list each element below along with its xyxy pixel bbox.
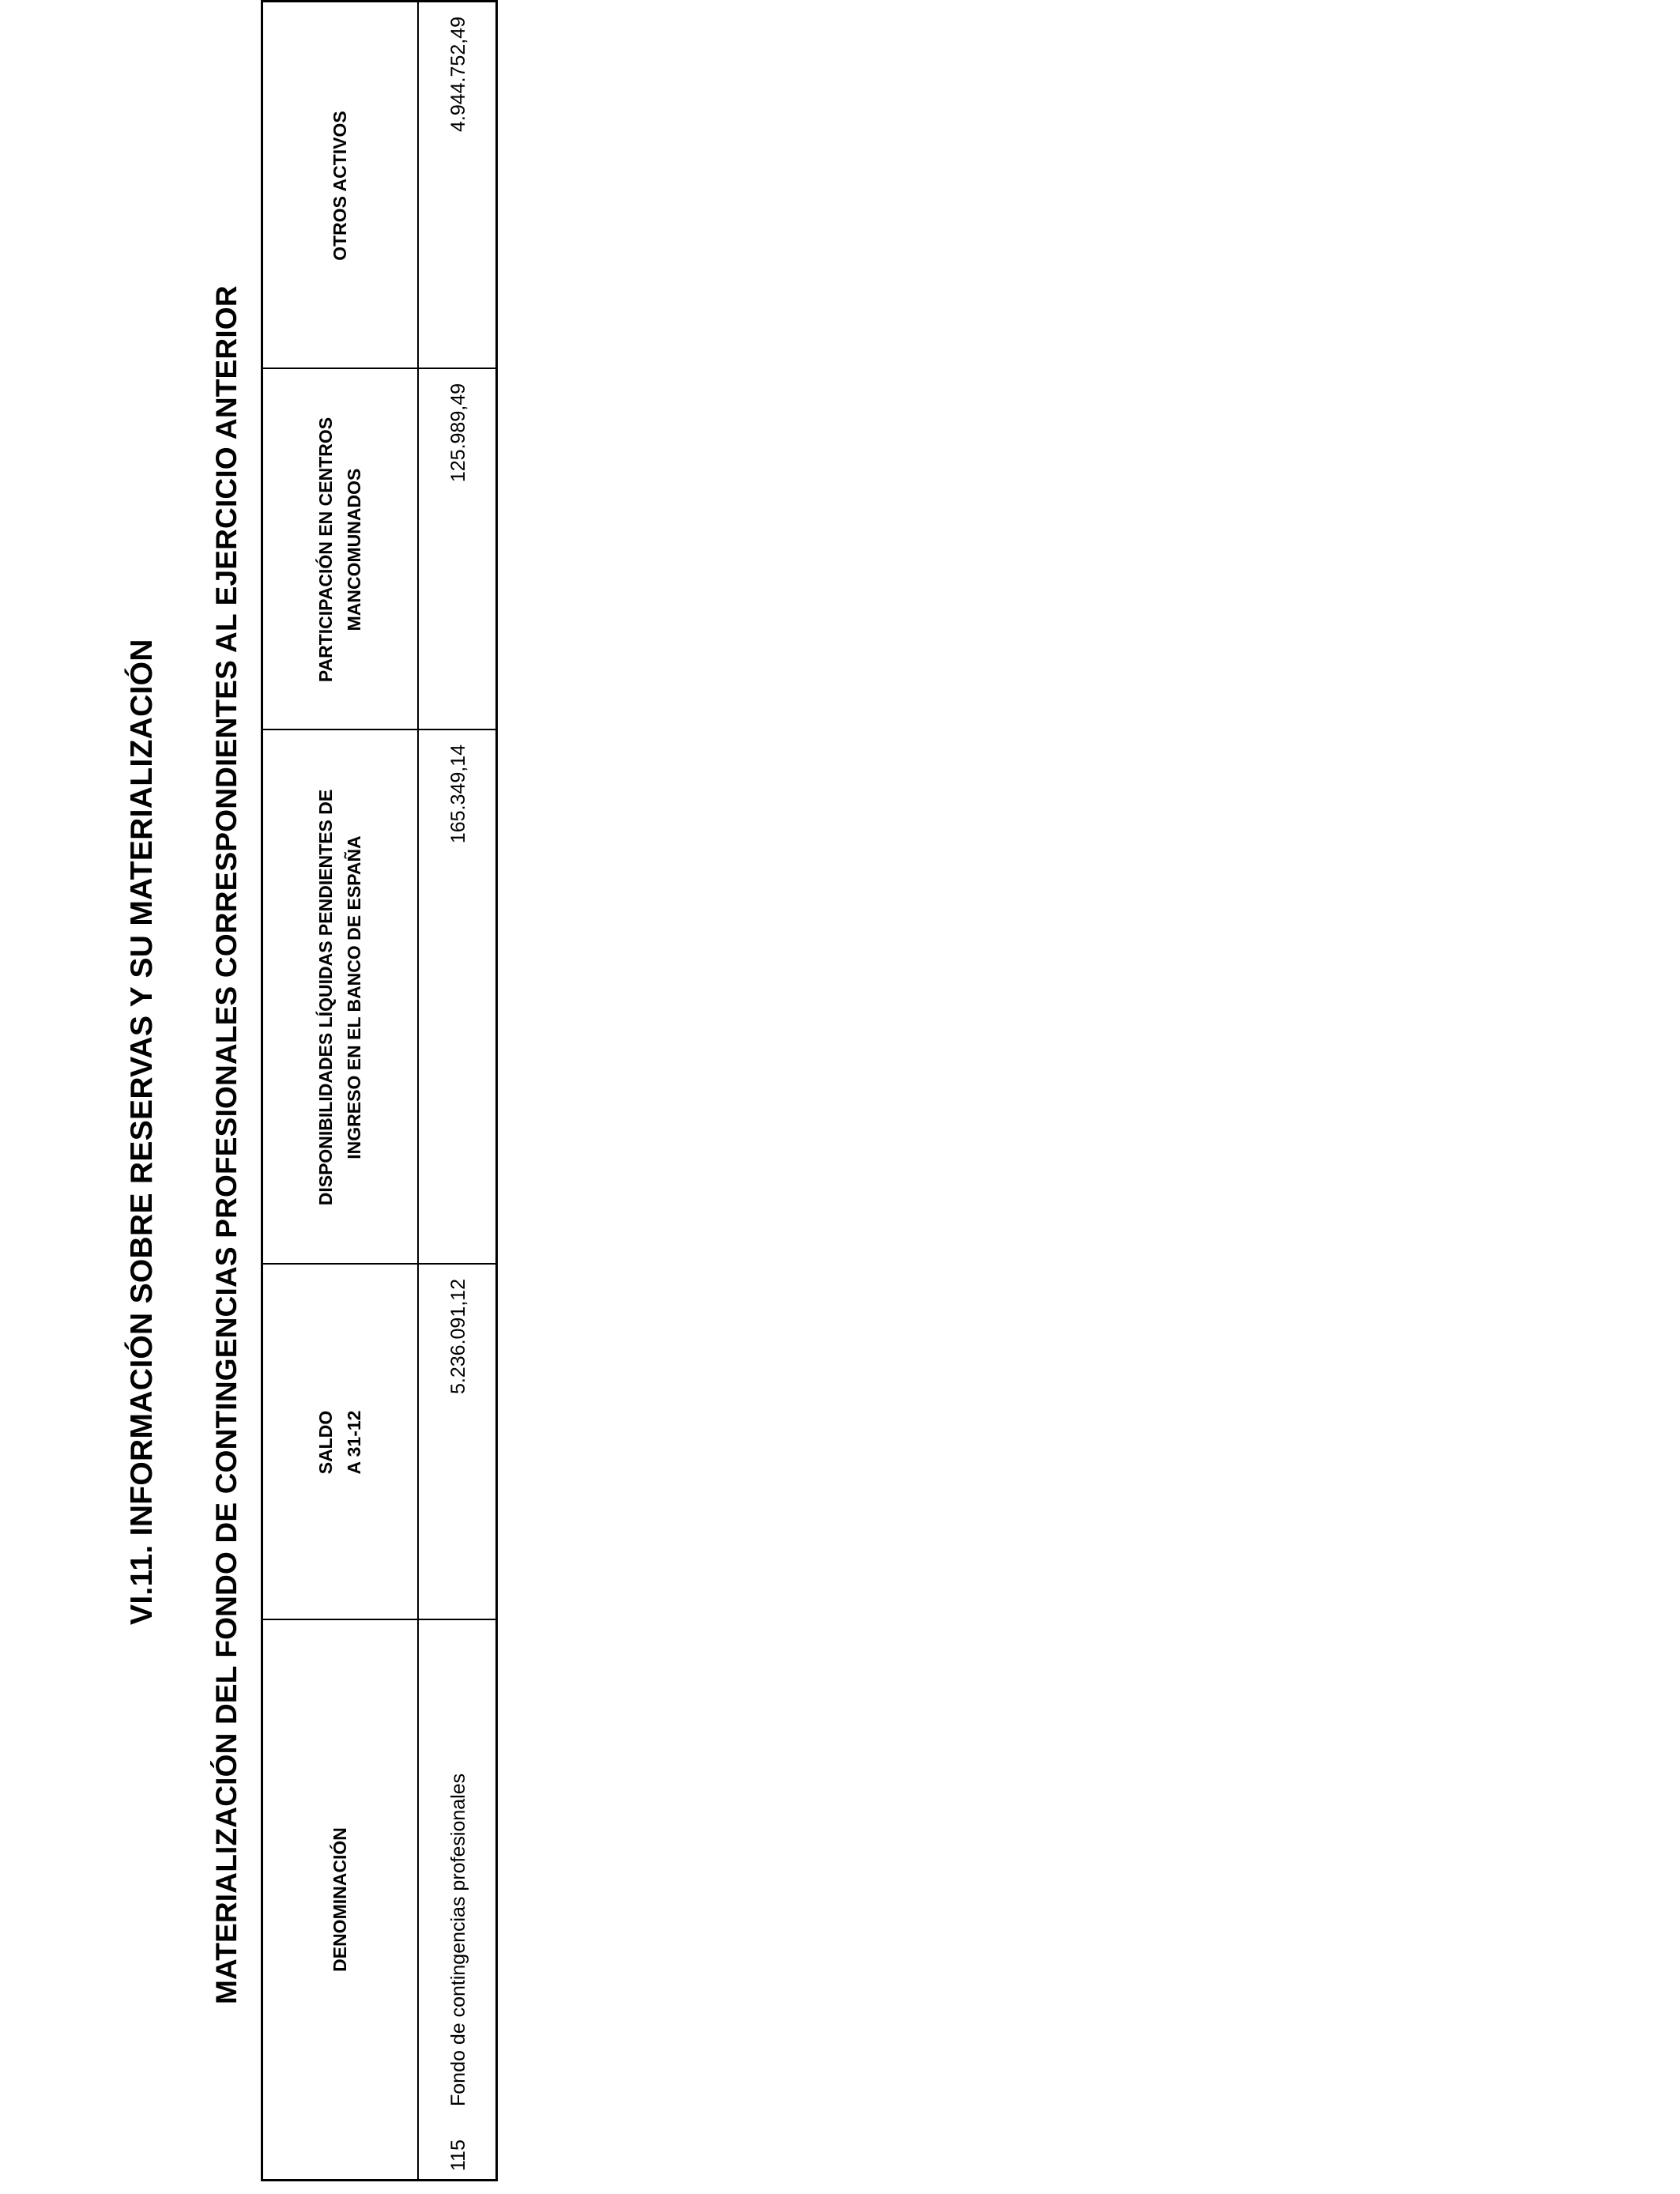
header-disponibilidades: DISPONIBILIDADES LÍQUIDAS PENDIENTES DE INGRESO EN EL BANCO DE ESPAÑA [315, 789, 364, 1206]
row-denominacion: Fondo de contingencias profesionales [447, 1773, 469, 2106]
row-saldo: 5.236.091,12 [447, 1279, 469, 1394]
row-participacion: 125.989,49 [447, 383, 469, 483]
row-otros-activos: 4.944.752,49 [447, 17, 469, 132]
row-code: 115 [447, 2139, 469, 2171]
row-disponibilidades: 165.349,14 [447, 745, 469, 844]
materialization-table [261, 0, 498, 2181]
page-title: VI.11. INFORMACIÓN SOBRE RESERVAS Y SU MATERIALIZACIÓN [125, 639, 159, 1625]
page-subtitle: MATERIALIZACIÓN DEL FONDO DE CONTINGENCIAS PROFESIONALES CORRESPONDIENTES AL EJERCICIO ANTERIOR [210, 285, 243, 2004]
header-denominacion: DENOMINACIÓN [329, 1827, 350, 1972]
header-participacion: PARTICIPACIÓN EN CENTROS MANCOMUNADOS [315, 417, 364, 683]
header-otros-activos: OTROS ACTIVOS [329, 111, 350, 261]
header-saldo: SALDO A 31-12 [315, 1410, 364, 1475]
